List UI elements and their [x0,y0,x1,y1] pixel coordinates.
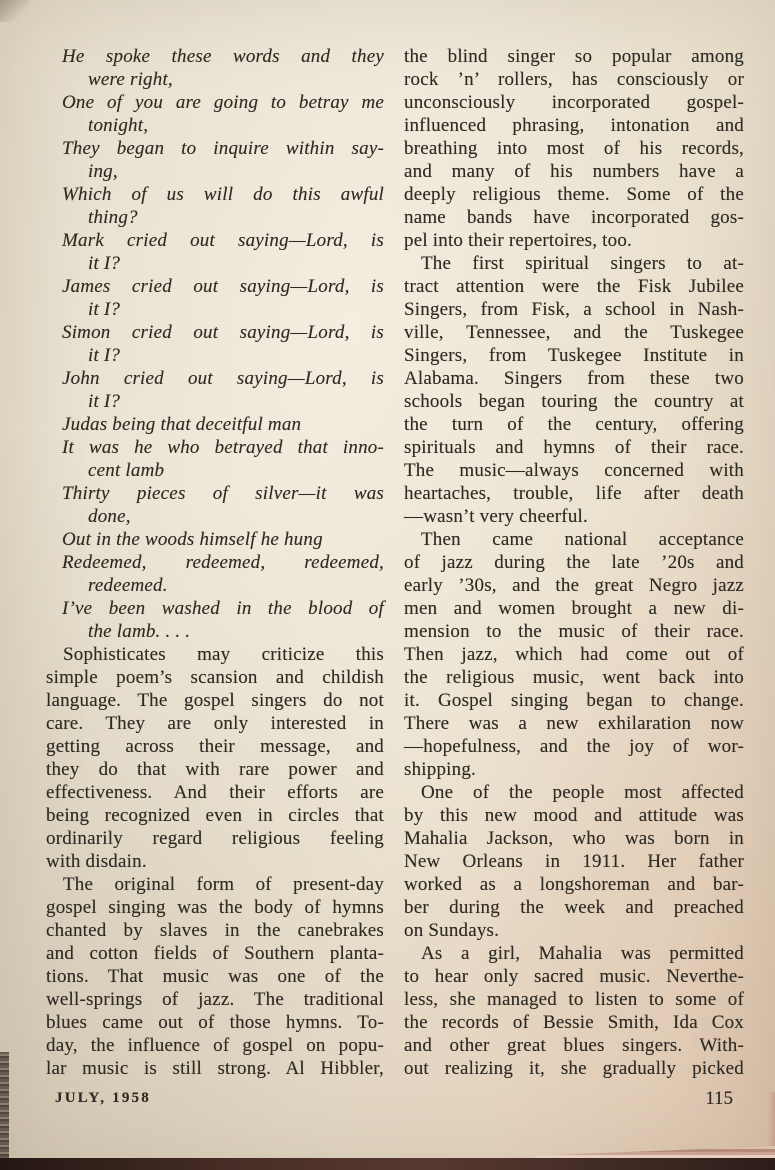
verse-line: Mark cried out saying—Lord, is [62,230,384,251]
text-line: The original form of present-day [63,874,384,895]
text-line: on Sundays. [404,920,500,941]
text-line: the religious music, went back into [404,667,744,688]
paragraph [404,528,744,781]
text-line: schools began touring the country at [404,391,744,412]
text-line: Then came national acceptance [421,529,744,550]
page-edge-stripes-left [0,1052,9,1170]
verse-line: redeemed. [88,575,168,596]
text-line: shipping. [404,759,477,780]
text-line: New Orleans in 1911. Her father [404,851,744,872]
verse-line: Judas being that deceitful man [62,414,302,435]
verse-line: were right, [88,69,173,90]
verse-line: tonight, [88,115,149,136]
text-line: worked as a longshoreman and bar- [404,874,744,895]
text-line: and many of his numbers have a [404,161,744,182]
verse-line: John cried out saying—Lord, is [62,368,384,389]
footer-issue-date: JULY, 1958 [55,1090,151,1106]
text-line: simple poem’s scansion and childish [46,667,384,688]
text-line: early ’30s, and the great Negro jazz [404,575,744,596]
text-line: the records of Bessie Smith, Ida Cox [404,1012,744,1033]
text-line: well-springs of jazz. The traditional [46,989,384,1010]
text-line: with disdain. [46,851,147,872]
text-line: —wasn’t very cheerful. [404,506,588,527]
text-line: getting across their message, and [46,736,384,757]
text-line: day, the influence of gospel on popu- [46,1035,384,1056]
right-column [404,45,744,1080]
paragraph [404,942,744,1080]
text-line: unconsciously incorporated gospel- [404,92,744,113]
text-line: There was a new exhilaration now [404,713,744,734]
text-line: One of the people most affected [421,782,744,803]
verse-line: They began to inquire within say- [62,138,384,159]
text-line: deeply religious theme. Some of the [404,184,744,205]
text-line: gospel singing was the body of hymns [46,897,384,918]
verse-line: James cried out saying—Lord, is [62,276,384,297]
text-line: and cotton fields of Southern planta- [46,943,384,964]
text-line: they do that with rare power and [46,759,384,780]
verse-line: Simon cried out saying—Lord, is [62,322,384,343]
verse-line: done, [88,506,131,527]
paragraph [46,873,384,1080]
text-line: As a girl, Mahalia was permitted [421,943,744,964]
page-corner-shadow [0,0,30,22]
text-line: language. The gospel singers do not [46,690,384,711]
verse-line: Out in the woods himself he hung [62,529,323,550]
paragraph [46,643,384,873]
text-line: ville, Tennessee, and the Tuskegee [404,322,744,343]
text-line: chanted by slaves in the canebrakes [46,920,384,941]
text-line: influenced phrasing, intonation and [404,115,744,136]
verse-line: it I? [88,345,121,366]
text-line: being recognized even in circles that [46,805,384,826]
text-line: the turn of the century, offering [404,414,744,435]
verse-line: it I? [88,391,121,412]
text-line: by this new mood and attitude was [404,805,744,826]
text-line: blues came out of those hymns. To- [46,1012,384,1033]
text-line: to hear only sacred music. Neverthe- [404,966,744,987]
verse-line: ing, [88,161,118,182]
text-line: The music—always concerned with [404,460,744,481]
text-line: —hopefulness, and the joy of wor- [404,736,744,757]
text-line: Alabama. Singers from these two [404,368,744,389]
text-line: it. Gospel singing began to change. [404,690,744,711]
verse-block [46,45,384,643]
verse-line: He spoke these words and they [62,46,384,67]
verse-line: the lamb. . . . [88,621,191,642]
paragraph [404,252,744,528]
paragraph [404,781,744,942]
text-line: tions. That music was one of the [46,966,384,987]
left-column [46,45,384,1080]
verse-line: I’ve been washed in the blood of [62,598,384,619]
text-line: effectiveness. And their efforts are [46,782,384,803]
text-line: heartaches, trouble, life after death [404,483,744,504]
text-line: ordinarily regard religious feeling [46,828,384,849]
text-line: the blind singer so popular among [404,46,744,67]
text-line: out realizing it, she gradually picked [404,1058,744,1079]
text-line: breathing into most of his records, [404,138,744,159]
text-line: care. They are only interested in [46,713,384,734]
verse-line: It was he who betrayed that inno- [62,437,384,458]
text-line: name bands have incorporated gos- [404,207,744,228]
verse-line: One of you are going to betray me [62,92,384,113]
verse-line: it I? [88,253,121,274]
text-line: ber during the week and preached [404,897,744,918]
text-line: lar music is still strong. Al Hibbler, [46,1058,384,1079]
verse-line: cent lamb [88,460,165,481]
footer-page-number: 115 [705,1088,733,1109]
text-line: rock ’n’ rollers, has consciously or [404,69,744,90]
text-line: Sophisticates may criticize this [63,644,384,665]
text-line: Then jazz, which had come out of [404,644,744,665]
text-line: and other great blues singers. With- [404,1035,744,1056]
text-line: Singers, from Tuskegee Institute in [404,345,744,366]
text-line: tract attention were the Fisk Jubilee [404,276,744,297]
verse-line: Which of us will do this awful [62,184,384,205]
text-line: men and women brought a new di- [404,598,744,619]
verse-line: it I? [88,299,121,320]
text-line: of jazz during the late ’20s and [404,552,744,573]
text-line: Singers, from Fisk, a school in Nash- [404,299,744,320]
paragraph [404,45,744,252]
text-line: The first spiritual singers to at- [421,253,744,274]
text-line: Mahalia Jackson, who was born in [404,828,744,849]
text-line: pel into their repertoires, too. [404,230,632,251]
verse-line: Thirty pieces of silver—it was [62,483,384,504]
text-line: mension to the music of their race. [404,621,744,642]
text-line: spirituals and hymns of their race. [404,437,744,458]
text-line: less, she managed to listen to some of [404,989,744,1010]
page-bottom-edge [0,1158,775,1170]
verse-line: thing? [88,207,138,228]
verse-line: Redeemed, redeemed, redeemed, [62,552,384,573]
